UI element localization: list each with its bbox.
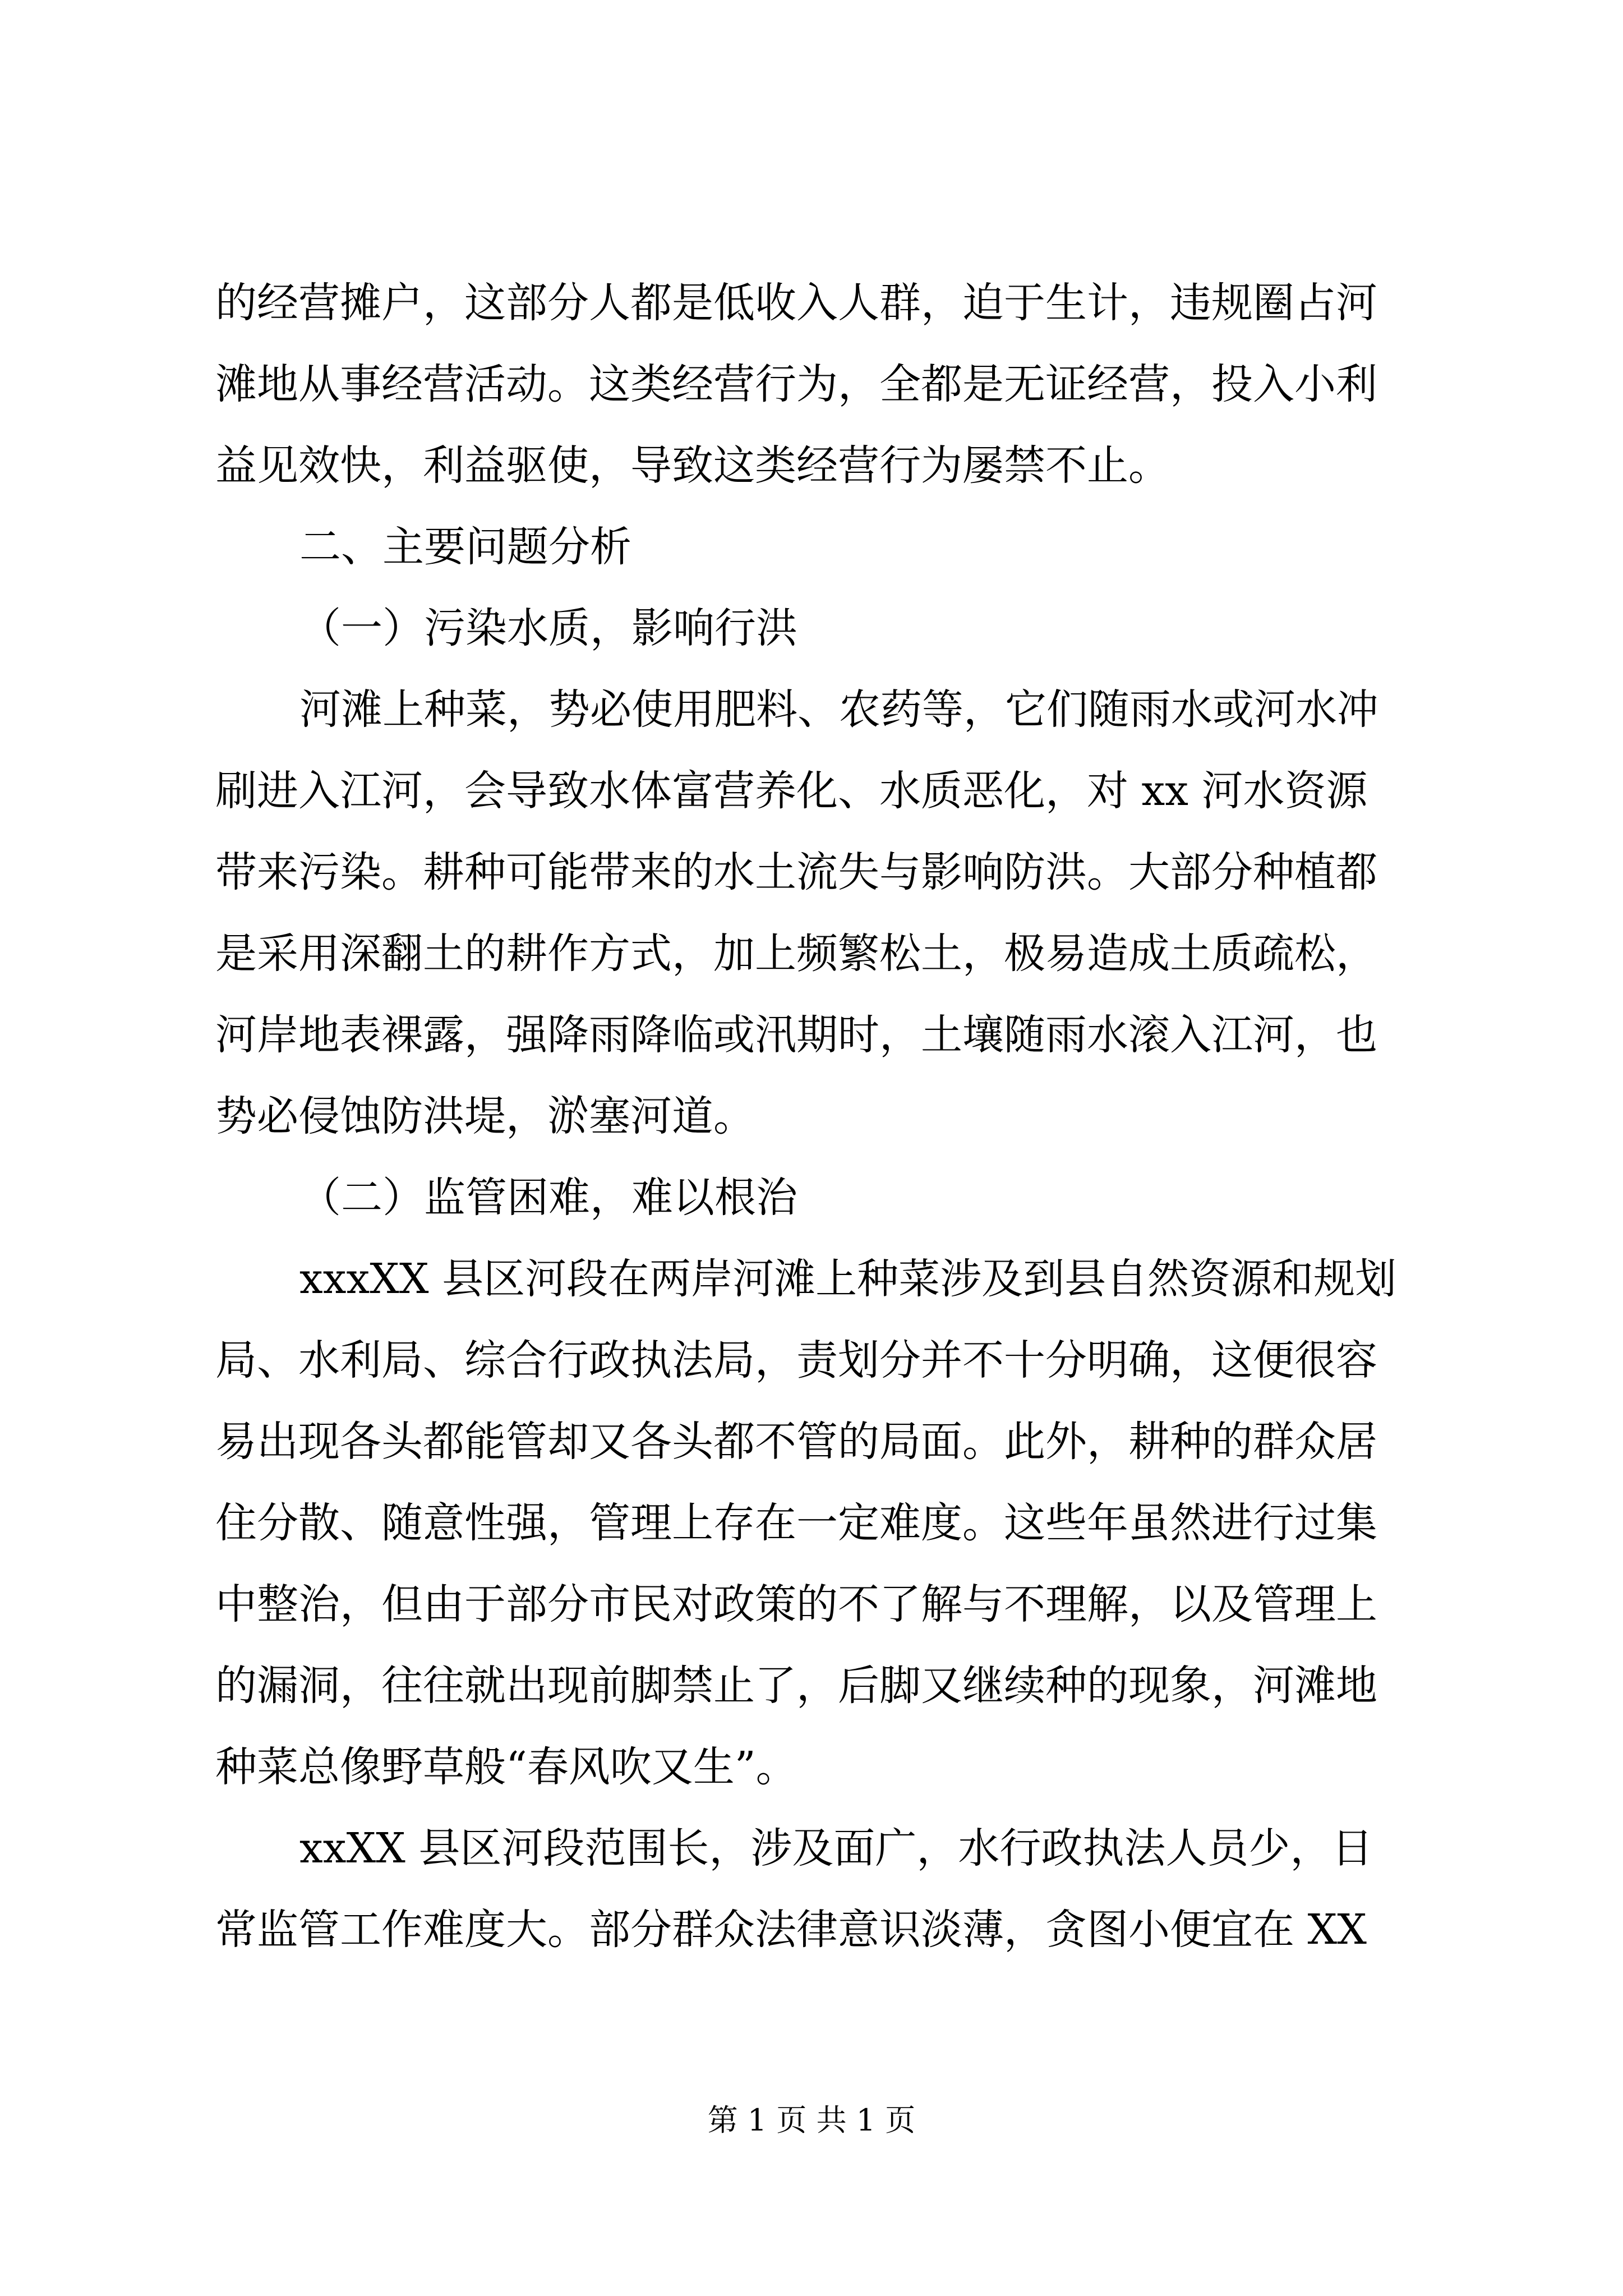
text-line-content: 的漏洞，往往就出现前脚禁止了，后脚又继续种的现象，河滩地: [215, 1662, 1377, 1710]
text-line: [0, 1408, 1623, 1475]
subsection-heading-text: （一）污染水质，影响行洪: [299, 604, 797, 652]
text-line-content: 益见效快，利益驱使，导致这类经营行为屡禁不止。: [215, 441, 1170, 490]
text-line-content: 易出现各头都能管却又各头都不管的局面。此外，耕种的群众居: [215, 1418, 1377, 1466]
text-line: [0, 1815, 1623, 1882]
text-line-content: 带来污染。耕种可能带来的水土流失与影响防洪。大部分种植都: [215, 848, 1377, 896]
text-line: [0, 676, 1623, 743]
page-footer: 第 1 页 共 1 页: [707, 2102, 916, 2138]
text-line: [0, 269, 1623, 337]
text-line: [0, 432, 1623, 499]
text-line: [0, 1896, 1623, 1963]
text-line-content: 河滩上种菜，势必使用肥料、农药等，它们随雨水或河水冲: [299, 685, 1378, 734]
text-line-content: 是采用深翻土的耕作方式，加上频繁松土，极易造成土质疏松，: [215, 930, 1377, 978]
text-line-content: 中整治，但由于部分市民对政策的不了解与不理解，以及管理上: [215, 1580, 1377, 1628]
text-line: [0, 1733, 1623, 1801]
text-line-content: 势必侵蚀防洪堤，淤塞河道。: [215, 1092, 755, 1140]
text-line-content: 的经营摊户，这部分人都是低收入人群，迫于生计，违规圈占河: [215, 279, 1377, 327]
text-line: [0, 920, 1623, 987]
text-line: [0, 1001, 1623, 1069]
text-line-content: 刷进入江河，会导致水体富营养化、水质恶化，对 xx 河水资源: [215, 767, 1368, 815]
subsection-heading: [0, 595, 1623, 662]
text-line-content: xxxXX 县区河段在两岸河滩上种菜涉及到县自然资源和规划: [299, 1255, 1397, 1303]
text-line-content: 种菜总像野草般“春风吹又生”。: [215, 1743, 797, 1791]
text-line-content: 局、水利局、综合行政执法局，责划分并不十分明确，这便很容: [215, 1336, 1377, 1384]
text-line-content: 河岸地表裸露，强降雨降临或汛期时，土壤随雨水滚入江河，也: [215, 1011, 1377, 1059]
text-line-content: xxXX 县区河段范围长，涉及面广，水行政执法人员少，日: [299, 1824, 1373, 1872]
text-line: [0, 1571, 1623, 1638]
subsection-heading-text: （二）监管困难，难以根治: [299, 1174, 797, 1222]
text-line: [0, 839, 1623, 906]
text-line: [0, 757, 1623, 825]
text-line: [0, 1652, 1623, 1719]
text-line-content: 常监管工作难度大。部分群众法律意识淡薄，贪图小便宜在 XX: [215, 1906, 1367, 1954]
section-heading-text: 二、主要问题分析: [299, 523, 631, 571]
subsection-heading: [0, 1164, 1623, 1231]
text-line: [0, 1245, 1623, 1313]
section-heading: [0, 513, 1623, 581]
text-line: [0, 1083, 1623, 1150]
text-line: [0, 351, 1623, 418]
text-line: [0, 1489, 1623, 1557]
text-line-content: 滩地从事经营活动。这类经营行为，全都是无证经营，投入小利: [215, 360, 1377, 408]
text-line-content: 住分散、随意性强，管理上存在一定难度。这些年虽然进行过集: [215, 1499, 1377, 1547]
text-line: [0, 1327, 1623, 1394]
